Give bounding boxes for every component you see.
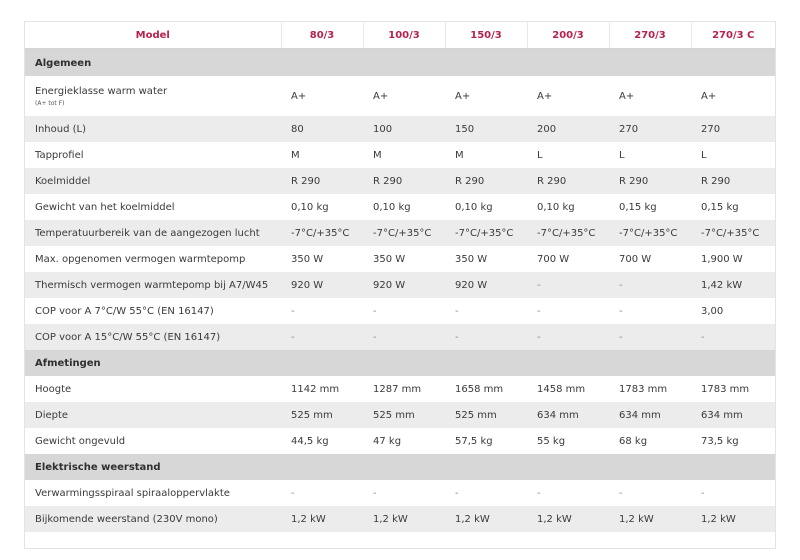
value-cell: 80 — [281, 116, 363, 142]
value-cell: A+ — [527, 76, 609, 116]
table-row — [25, 402, 775, 428]
value-cell: A+ — [609, 76, 691, 116]
value-cell: A+ — [281, 76, 363, 116]
spec-table — [25, 22, 775, 532]
table-row — [25, 272, 775, 298]
value-cell: 350 W — [363, 246, 445, 272]
value-cell: 1458 mm — [527, 376, 609, 402]
value-cell: 150 — [445, 116, 527, 142]
value-cell: 0,15 kg — [609, 194, 691, 220]
model-header-270-3-c: 270/3 C — [691, 22, 775, 49]
value-cell: -7°C/+35°C — [609, 220, 691, 246]
value-cell: 1,2 kW — [691, 506, 775, 532]
value-cell: R 290 — [527, 168, 609, 194]
table-row — [25, 194, 775, 220]
value-cell: 0,10 kg — [363, 194, 445, 220]
value-cell: - — [281, 480, 363, 506]
row-label-cell — [25, 428, 281, 454]
value-cell: 44,5 kg — [281, 428, 363, 454]
value-cell: 525 mm — [281, 402, 363, 428]
table-row — [25, 246, 775, 272]
value-cell: M — [281, 142, 363, 168]
value-cell: R 290 — [445, 168, 527, 194]
table-row — [25, 168, 775, 194]
section-title: Elektrische weerstand — [25, 454, 775, 480]
section-header-row — [25, 454, 775, 480]
row-label-cell — [25, 76, 281, 116]
value-cell: -7°C/+35°C — [445, 220, 527, 246]
value-cell: 920 W — [281, 272, 363, 298]
value-cell: R 290 — [363, 168, 445, 194]
value-cell: - — [691, 480, 775, 506]
value-cell: - — [445, 480, 527, 506]
row-label-cell — [25, 480, 281, 506]
value-cell: 200 — [527, 116, 609, 142]
value-cell: 525 mm — [363, 402, 445, 428]
value-cell: - — [363, 480, 445, 506]
row-label-cell — [25, 246, 281, 272]
value-cell: 350 W — [281, 246, 363, 272]
value-cell: 57,5 kg — [445, 428, 527, 454]
value-cell: 1,2 kW — [445, 506, 527, 532]
value-cell: A+ — [691, 76, 775, 116]
value-cell: M — [445, 142, 527, 168]
row-label: Gewicht van het koelmiddel — [35, 201, 175, 213]
value-cell: - — [609, 324, 691, 350]
table-row — [25, 506, 775, 532]
value-cell: - — [609, 298, 691, 324]
value-cell: 3,00 — [691, 298, 775, 324]
row-label-cell — [25, 506, 281, 532]
row-label: Max. opgenomen vermogen warmtepomp — [35, 253, 246, 265]
value-cell: 68 kg — [609, 428, 691, 454]
row-label-cell — [25, 324, 281, 350]
value-cell: 700 W — [609, 246, 691, 272]
value-cell: 1,2 kW — [527, 506, 609, 532]
section-title: Afmetingen — [25, 350, 775, 376]
row-label-cell — [25, 298, 281, 324]
value-cell: L — [527, 142, 609, 168]
value-cell: - — [363, 324, 445, 350]
row-label-cell — [25, 142, 281, 168]
value-cell: 55 kg — [527, 428, 609, 454]
section-header-row — [25, 49, 775, 76]
row-label-cell — [25, 168, 281, 194]
value-cell: - — [281, 298, 363, 324]
row-label: COP voor A 7°C/W 55°C (EN 16147) — [35, 305, 214, 317]
value-cell: R 290 — [609, 168, 691, 194]
value-cell: -7°C/+35°C — [527, 220, 609, 246]
value-cell: 634 mm — [691, 402, 775, 428]
row-label: Diepte — [35, 409, 69, 421]
table-row — [25, 480, 775, 506]
value-cell: - — [527, 298, 609, 324]
value-cell: 1287 mm — [363, 376, 445, 402]
value-cell: 1,2 kW — [363, 506, 445, 532]
row-label: Tapprofiel — [35, 149, 84, 161]
value-cell: 525 mm — [445, 402, 527, 428]
table-row — [25, 116, 775, 142]
value-cell: A+ — [363, 76, 445, 116]
row-label-cell — [25, 376, 281, 402]
row-label: COP voor A 15°C/W 55°C (EN 16147) — [35, 331, 221, 343]
value-cell: 0,10 kg — [281, 194, 363, 220]
row-label: Inhoud (L) — [35, 123, 86, 135]
table-row — [25, 324, 775, 350]
row-sublabel: (A+ tot F) — [35, 99, 65, 107]
value-cell: L — [691, 142, 775, 168]
value-cell: - — [445, 298, 527, 324]
value-cell: - — [445, 324, 527, 350]
value-cell: - — [691, 324, 775, 350]
value-cell: -7°C/+35°C — [281, 220, 363, 246]
value-cell: 1783 mm — [609, 376, 691, 402]
model-header-270-3: 270/3 — [609, 22, 691, 49]
section-title: Algemeen — [25, 49, 775, 76]
row-label-cell — [25, 402, 281, 428]
table-body — [25, 49, 775, 532]
row-label: Verwarmingsspiraal spiraaloppervlakte — [35, 487, 230, 499]
value-cell: 0,10 kg — [445, 194, 527, 220]
value-cell: 634 mm — [527, 402, 609, 428]
row-label: Hoogte — [35, 383, 72, 395]
table-row — [25, 376, 775, 402]
row-label-cell — [25, 194, 281, 220]
value-cell: - — [609, 480, 691, 506]
value-cell: 700 W — [527, 246, 609, 272]
model-column-header: Model — [25, 22, 281, 49]
row-label: Gewicht ongevuld — [35, 435, 126, 447]
value-cell: 270 — [609, 116, 691, 142]
row-label-cell — [25, 272, 281, 298]
model-header-100-3: 100/3 — [363, 22, 445, 49]
value-cell: - — [609, 272, 691, 298]
value-cell: 1142 mm — [281, 376, 363, 402]
row-label: Koelmiddel — [35, 175, 91, 187]
value-cell: 0,10 kg — [527, 194, 609, 220]
table-header — [25, 22, 775, 49]
row-label: Thermisch vermogen warmtepomp bij A7/W45 — [35, 279, 269, 291]
value-cell: L — [609, 142, 691, 168]
value-cell: 1783 mm — [691, 376, 775, 402]
value-cell: 350 W — [445, 246, 527, 272]
header-row — [25, 22, 775, 49]
value-cell: 73,5 kg — [691, 428, 775, 454]
value-cell: - — [527, 324, 609, 350]
value-cell: 1,900 W — [691, 246, 775, 272]
value-cell: 1658 mm — [445, 376, 527, 402]
value-cell: R 290 — [281, 168, 363, 194]
value-cell: - — [281, 324, 363, 350]
row-label-cell — [25, 220, 281, 246]
value-cell: 634 mm — [609, 402, 691, 428]
model-header-80-3: 80/3 — [281, 22, 363, 49]
value-cell: - — [527, 272, 609, 298]
value-cell: 270 — [691, 116, 775, 142]
row-label: Energieklasse warm water — [35, 85, 168, 97]
value-cell: R 290 — [691, 168, 775, 194]
value-cell: -7°C/+35°C — [691, 220, 775, 246]
value-cell: 1,2 kW — [609, 506, 691, 532]
value-cell: 100 — [363, 116, 445, 142]
table-row — [25, 220, 775, 246]
value-cell: 920 W — [363, 272, 445, 298]
value-cell: 1,2 kW — [281, 506, 363, 532]
value-cell: - — [527, 480, 609, 506]
row-label: Bijkomende weerstand (230V mono) — [35, 513, 218, 525]
table-row — [25, 428, 775, 454]
model-header-150-3: 150/3 — [445, 22, 527, 49]
value-cell: 47 kg — [363, 428, 445, 454]
value-cell: -7°C/+35°C — [363, 220, 445, 246]
value-cell: 920 W — [445, 272, 527, 298]
value-cell: M — [363, 142, 445, 168]
table-row — [25, 76, 775, 116]
value-cell: A+ — [445, 76, 527, 116]
table-row — [25, 298, 775, 324]
model-header-200-3: 200/3 — [527, 22, 609, 49]
row-label: Temperatuurbereik van de aangezogen lucht — [35, 227, 260, 239]
value-cell: - — [363, 298, 445, 324]
section-header-row — [25, 350, 775, 376]
table-row — [25, 142, 775, 168]
value-cell: 0,15 kg — [691, 194, 775, 220]
value-cell: 1,42 kW — [691, 272, 775, 298]
row-label-cell — [25, 116, 281, 142]
